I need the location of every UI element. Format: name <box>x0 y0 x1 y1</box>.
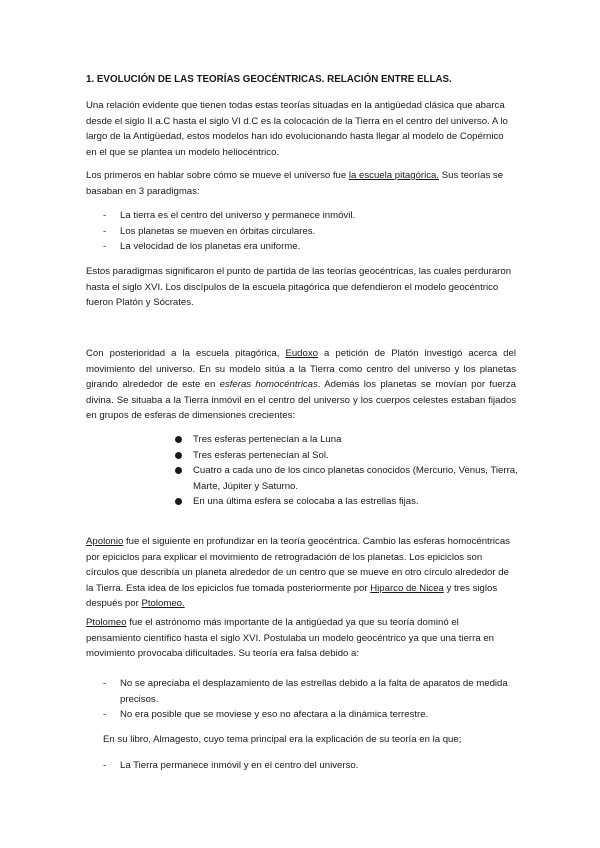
list-item: Tres esferas pertenecían al Sol. <box>172 448 522 464</box>
list-item: - La tierra es el centro del universo y permanece inmóvil. <box>86 208 516 224</box>
text: fue el astrónomo más importante de la antigüedad ya que su teoría dominó el pensamiento científico hasta el siglo XVI. Postulaba un modelo geocéntrico ya que una tierra en movimiento provocaba dificultades. Su teoría era falsa debido a: <box>86 617 494 660</box>
section-title: 1. EVOLUCIÓN DE LAS TEORÍAS GEOCÉNTRICAS. RELACIÓN ENTRE ELLAS. <box>86 74 452 85</box>
list-item: - La Tierra permanece inmóvil y en el centro del universo. <box>86 758 516 774</box>
hiparco-link: Hiparco de Nicea <box>370 582 444 594</box>
paradigm-list <box>86 208 516 255</box>
paragraph-intro: Una relación evidente que tienen todas estas teorías situadas en la antigüedad clásica que abarca desde el siglo II a.C hasta el siglo VI d.C es la colocación de la Tierra en el centro del universo. A lo largo de la Antigüedad, estos modelos han ido evolucionando hasta llegar al modelo de Copérnico en el que se plantea un modelo heliocéntrico. <box>86 100 508 158</box>
ptolomeo-link: Ptolomeo <box>86 617 127 628</box>
text: y tres siglos después por <box>86 582 498 610</box>
list-item: - No se apreciaba el desplazamiento de las estrellas debido a la falta de aparatos de medida precisos. <box>86 676 516 707</box>
paragraph-almagesto: En su libro, Almagesto, cuyo tema principal era la explicación de su teoría en la que; <box>103 734 462 745</box>
eudoxo-link: Eudoxo <box>285 348 318 359</box>
text: Con posterioridad a la escuela pitagórica, <box>86 348 286 359</box>
list-item: - No era posible que se moviese y eso no afectara a la dinámica terrestre. <box>86 707 516 723</box>
paragraph-paradigms: Estos paradigmas significaron el punto de partida de las teorías geocéntricas, las cuales perduraron hasta el siglo XVI. Los discípulos de la escuela pitagórica que defendieron el modelo geocéntrico fueron Platón y Sócrates. <box>86 266 512 309</box>
text: fue el siguiente en profundizar en la teoría geocéntrica. Cambio las esferas homocéntricas por epiciclos para explicar el movimiento de retrogradación de los planetas. Los epiciclos son círculos que describía un planeta alrededor de un centro que se mueve en otro círculo alrededor de la Tierra. Esta idea de los epiciclos fue tomada posteriormente por <box>86 536 510 594</box>
spheres-list <box>172 432 522 510</box>
paragraph-ptolomeo <box>86 615 516 662</box>
paragraph-pythagorean <box>86 168 516 199</box>
list-item: - Los planetas se mueven en órbitas circulares. <box>86 224 516 240</box>
text: a petición de Platón investigó acerca del movimiento del universo. En su modelo sitúa a la Tierra como centro del universo y los planetas girando alrededor de este en <box>86 348 516 391</box>
text: . Además los planetas se movían por fuerza divina. Se situaba a la Tierra inmóvil en el centro del universo y los cuerpos celestes estaban fijados en grupos de esferas de dimensiones crecientes: <box>86 379 516 422</box>
ptolomeo-link: Ptolomeo. <box>141 598 185 610</box>
pythagorean-school-link: la escuela pitagórica. <box>348 170 440 181</box>
list-item: - La velocidad de los planetas era uniforme. <box>86 239 516 255</box>
apolonio-link: Apolonio <box>86 536 124 547</box>
italic-term: esferas homocéntricas <box>219 379 318 391</box>
paragraph-apolonio <box>86 534 516 612</box>
paragraph-eudoxo <box>86 346 516 424</box>
reasons-list <box>86 676 516 723</box>
text: Los primeros en hablar sobre cómo se mueve el universo fue <box>86 170 349 181</box>
list-item: En una última esfera se colocaba a las estrellas fijas. <box>172 494 522 510</box>
almagesto-list <box>86 758 516 774</box>
list-item: Tres esferas pertenecían a la Luna <box>172 432 522 448</box>
list-item: Cuatro a cada uno de los cinco planetas conocidos (Mercurio, Venus, Tierra, Marte, Júpiter y Saturno. <box>172 463 522 494</box>
text: Sus teorías se basaban en 3 paradigmas: <box>86 170 504 197</box>
